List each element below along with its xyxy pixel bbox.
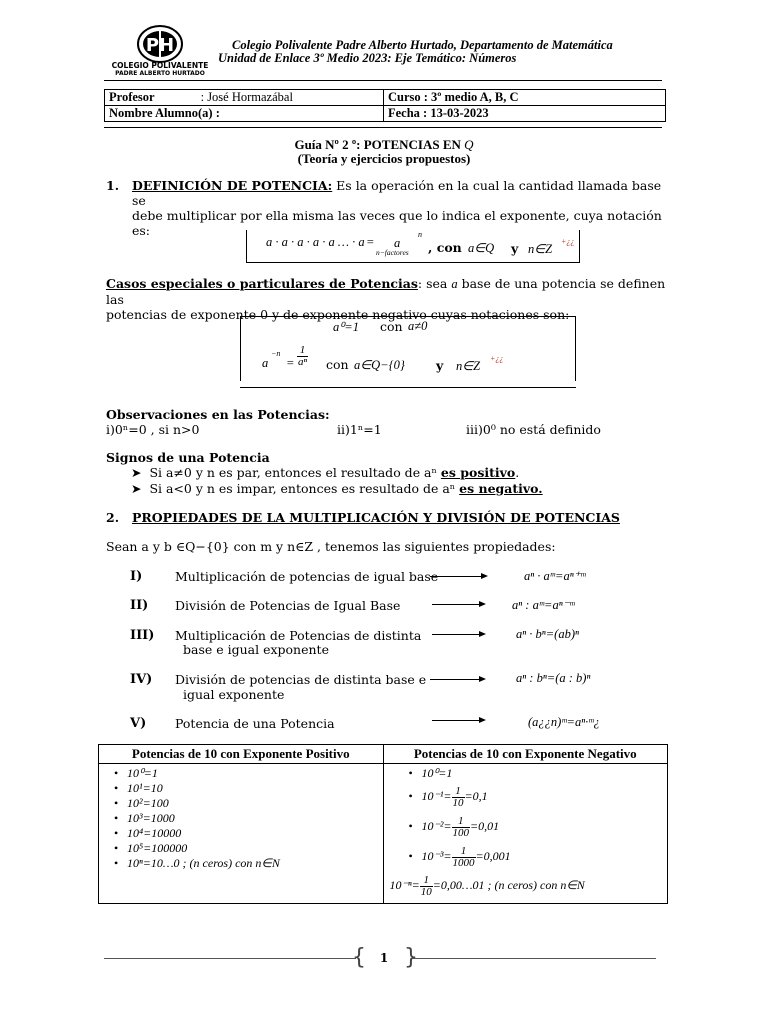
list-item: • 10⁴=10000 [105,826,379,841]
def-eq: = [366,235,375,249]
prop-text-2: base e igual exponente [183,642,329,657]
bullet-icon: • [113,841,119,855]
prop-formula: aⁿ : aᵐ=aⁿ⁻ᵐ [512,598,575,612]
list-item: • 10⁻²= $\frac{1}{100}$ =0,01 [400,811,664,841]
arrow-bullet-icon: ➤ [131,481,142,496]
guide-subtitle: (Teoría y ejercicios propuestos) [297,151,471,166]
sec1-body [132,178,672,238]
def-under: n−factores [376,248,409,257]
list-item: • 10⁰=1 [105,766,379,781]
special-box-bottom [240,387,576,388]
signos-rule-1: ➤ Si a≠0 y n es par, entonces el resultado de aⁿ es positivo. [131,465,520,480]
bullet-icon: • [113,811,119,825]
bullet-icon: • [113,796,119,810]
list-item: • 10⁻³= $\frac{1}{1000}$ =0,001 [400,841,664,871]
bullet-icon: • [113,781,119,795]
casos-heading: Casos especiales o particulares de Potencias [106,276,418,291]
prop-text: División de Potencias de Igual Base [175,598,401,613]
list-item: 10⁻ⁿ= $\frac{1}{10}$ =0,00…01 ; (n ceros) con n∈N [389,873,585,898]
sp-f2-frac: $\frac{1}{\text{aⁿ}}$ [298,344,307,368]
arrow-icon [432,634,484,635]
casos-text2: potencias de exponente 0 y de exponente negativo cuyas notaciones son: [106,307,570,322]
sp-f1-cond: a≠0 [408,319,428,333]
prop-text: Multiplicación de Potencias de distinta [175,628,422,643]
prop-formula: aⁿ : bⁿ=(a : b)ⁿ [516,671,591,685]
sp-f2-sup: +¿¿ [490,354,504,363]
sp-f1: a⁰=1 [333,320,359,334]
negative-column [383,764,668,904]
list-item: • 10¹=10 [105,781,379,796]
arrow-icon [432,720,484,721]
arrow-icon [430,576,486,577]
profesor-value: : José Hormazábal [200,90,293,104]
obs-iii: iii)0⁰ no está definido [466,422,601,437]
sp-f2-y: y [436,358,444,373]
list-item: • 10³=1000 [105,811,379,826]
def-base: a [394,236,401,250]
list-item: • 10ⁿ=10…0 ; (n ceros) con n∈N [105,856,379,871]
prop-label: III) [130,628,155,643]
def-cond2: n∈Z [528,242,553,256]
bullet-icon: • [113,766,119,780]
sec1-text2: debe multiplicar por ella misma las veces que lo indica el exponente, cuya notación [132,208,662,223]
sec2-num: 2. [106,510,120,525]
list-item: • 10⁻¹= $\frac{1}{10}$ =0,1 [400,781,664,811]
def-sup: +¿¿ [561,237,575,246]
bullet-icon: • [408,819,413,833]
prop-label: I) [130,569,143,584]
sp-f2-cond: a∈Q−{0} [354,358,405,372]
sec2-heading: PROPIEDADES DE LA MULTIPLICACIÓN Y DIVISIÓN DE POTENCIAS [132,510,620,525]
sec1-num: 1. [106,178,120,193]
def-left: a · a · a · a · a … · a [266,235,365,249]
sp-f2-exp: −n [271,349,281,358]
def-con: , con [428,240,462,255]
powers-of-ten-table [98,744,668,904]
left-brace-icon: { [352,945,366,970]
prop-label: II) [130,598,149,613]
info-table [104,89,666,122]
prop-text: Potencia de una Potencia [175,716,335,731]
prop-formula: aⁿ · bⁿ=(ab)ⁿ [516,627,579,641]
table-header-positive: Potencias de 10 con Exponente Positivo [99,745,384,764]
bullet-icon: • [113,856,119,870]
logo-text-1: COLEGIO POLIVALENTE [111,61,209,70]
prop-label: IV) [130,672,153,687]
sp-f2-eq: = [286,356,295,370]
header-rule [104,80,662,81]
bullet-icon: • [408,766,413,780]
school-logo [106,24,214,80]
casos-text1c: base de una potencia se definen las [106,276,666,307]
curso-cell: Curso : 3º medio A, B, C [384,90,666,106]
title-set: Q [464,137,474,152]
arrow-icon [432,604,484,605]
sp-f1-con: con [380,319,403,334]
positive-column [99,764,384,904]
sec2-intro: Sean a y b ∈Q−{0} con m y n∈Z , tenemos las siguientes propiedades: [106,539,556,554]
fecha-cell: Fecha : 13-03-2023 [384,106,666,122]
svg-text:PH: PH [145,35,175,56]
bullet-icon: • [408,849,413,863]
profesor-label: Profesor [109,90,155,104]
right-brace-icon: } [404,945,418,970]
arrow-bullet-icon: ➤ [131,465,142,480]
sec1-heading: DEFINICIÓN DE POTENCIA: [132,178,333,193]
sec1-text3: es: [132,223,151,238]
prop-text-2: igual exponente [183,687,285,702]
prop-text: Multiplicación de potencias de igual base [175,569,439,584]
signos-rule-2: ➤ Si a<0 y n es impar, entonces es resultado de aⁿ es negativo. [131,481,543,496]
sp-f2-con: con [326,357,349,372]
def-cond1: a∈Q [468,241,495,255]
prop-text: División de potencias de distinta base e [175,672,427,687]
obs-i: i)0ⁿ=0 , si n>0 [106,422,200,437]
casos-text1b: a [451,277,458,291]
obs-heading: Observaciones en las Potencias: [106,407,330,422]
sec1-text1: Es la operación en la cual la cantidad llamada base se [132,178,662,208]
list-item: • 10⁰=1 [400,766,664,781]
school-line: Colegio Polivalente Padre Alberto Hurtado, Departamento de Matemática [232,38,613,52]
alumno-cell: Nombre Alumno(a) : [105,106,384,122]
list-item: • 10²=100 [105,796,379,811]
title-text: Guía Nº 2 º: POTENCIAS EN [294,137,465,152]
bullet-icon: • [113,826,119,840]
signos-heading: Signos de una Potencia [106,450,270,465]
casos-text1: : sea [417,276,452,291]
obs-ii: ii)1ⁿ=1 [337,422,382,437]
info-rule [104,127,662,128]
prop-label: V) [130,716,147,731]
arrow-icon [430,679,484,680]
prop-formula: (a¿¿n)ᵐ=aⁿ·ᵐ¿ [528,715,600,729]
table-header-negative: Potencias de 10 con Exponente Negativo [383,745,668,764]
list-item: • 10⁵=100000 [105,841,379,856]
sp-f2-cond2: n∈Z [456,359,481,373]
profesor-cell [105,90,384,106]
def-exp: n [418,230,422,239]
page-number: 1 [356,947,412,969]
prop-formula: aⁿ · aᵐ=aⁿ⁺ᵐ [524,569,586,583]
sp-f2-left: a [262,356,269,370]
unit-line: Unidad de Enlace 3º Medio 2023: Eje Temático: Números [218,51,517,65]
logo-text-2: PADRE ALBERTO HURTADO [115,70,205,77]
bullet-icon: • [408,789,413,803]
def-y: y [511,241,519,256]
